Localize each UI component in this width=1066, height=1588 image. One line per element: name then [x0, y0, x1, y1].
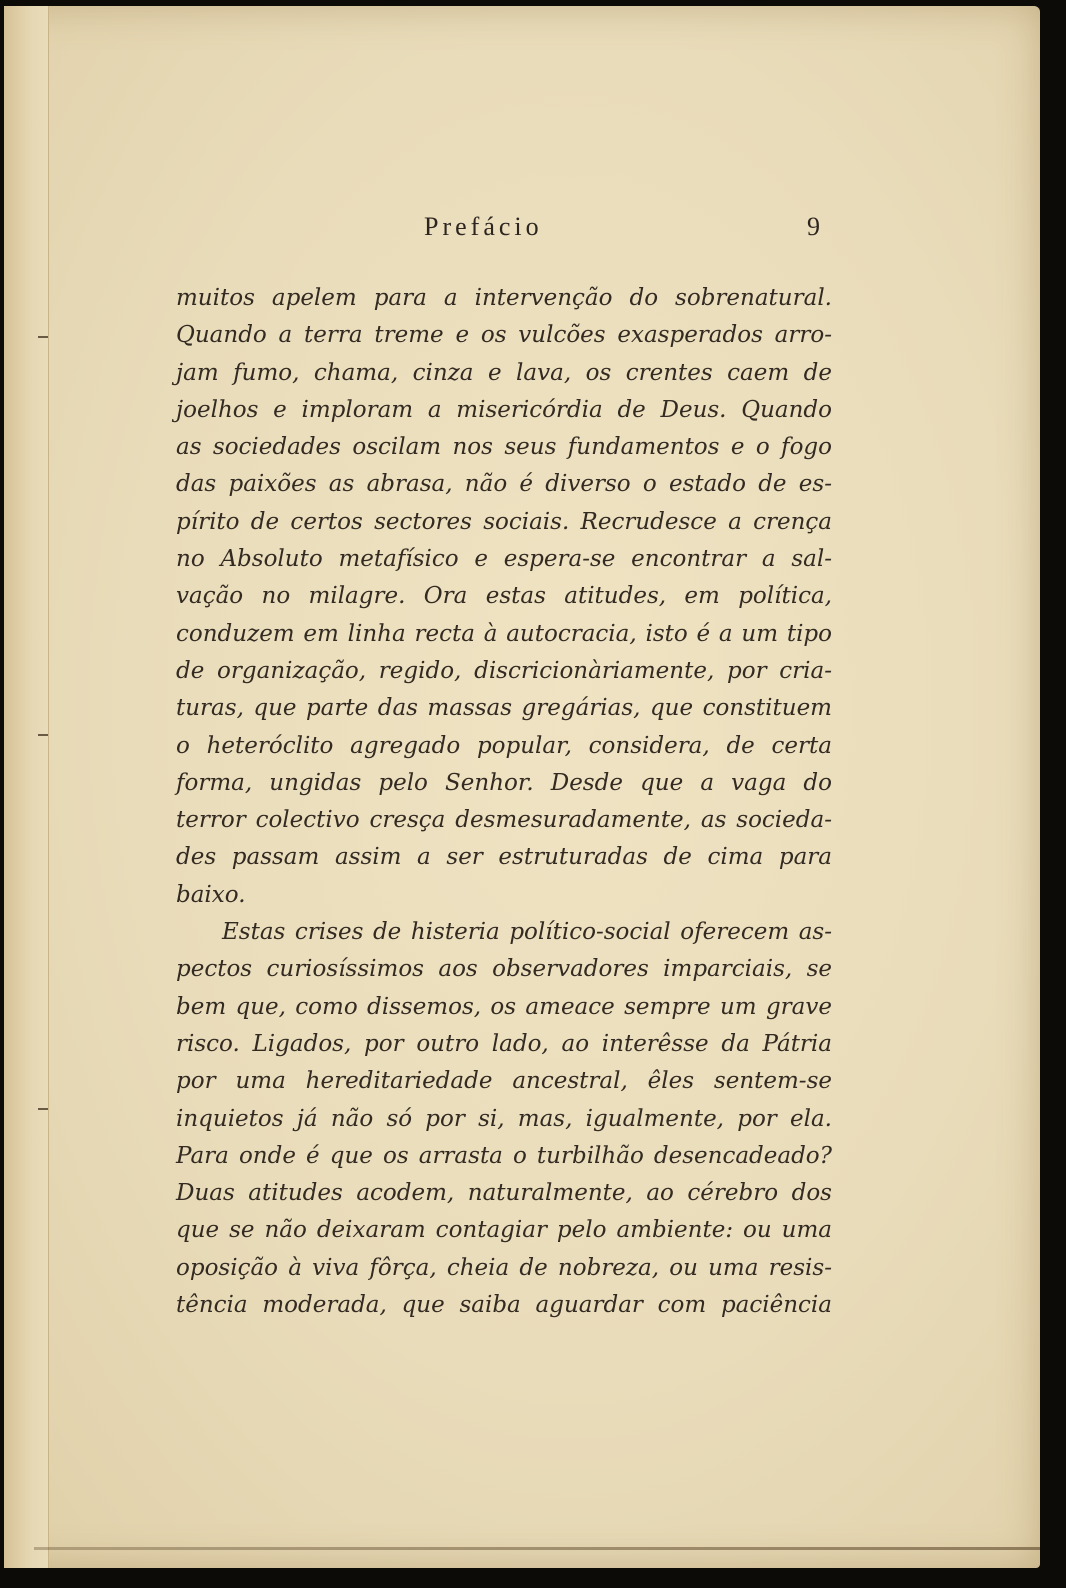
text-line: por uma hereditariedade ancestral, êles sentem-se — [176, 1068, 832, 1095]
text-line: Quando a terra treme e os vulcões exasperados arro- — [176, 322, 832, 349]
text-line: Para onde é que os arrasta o turbilhão desencadeado? — [176, 1142, 832, 1169]
text-line: que se não deixaram contagiar pelo ambiente: ou uma — [176, 1217, 832, 1244]
text-line: joelhos e imploram a misericórdia de Deus. Quando — [176, 396, 832, 423]
text-line: des passam assim a ser estruturadas de cima para — [176, 844, 832, 871]
text-line: terror colectivo cresça desmesuradamente, as socieda- — [176, 807, 832, 834]
text-line: de organização, regido, discricionàriamente, por cria- — [176, 657, 832, 684]
text-line: pírito de certos sectores sociais. Recrudesce a crença — [176, 508, 832, 535]
text-line: baixo. — [176, 881, 246, 908]
text-line: Duas atitudes acodem, naturalmente, ao cérebro dos — [176, 1180, 832, 1207]
text-line: conduzem em linha recta à autocracia, isto é a um tipo — [176, 620, 832, 647]
text-line: vação no milagre. Ora estas atitudes, em política, — [176, 583, 832, 610]
text-line: das paixões as abrasa, não é diverso o estado de es- — [176, 471, 832, 498]
text-line: bem que, como dissemos, os ameace sempre um grave — [176, 993, 832, 1020]
page-gutter — [4, 6, 49, 1568]
text-line: tência moderada, que saiba aguardar com paciência — [176, 1292, 832, 1319]
gutter-mark — [38, 734, 48, 736]
text-line: oposição à viva fôrça, cheia de nobreza, ou uma resis- — [176, 1254, 832, 1281]
text-line: inquietos já não só por si, mas, igualmente, por ela. — [176, 1105, 832, 1132]
text-line: Estas crises de histeria político-social oferecem as- — [222, 919, 832, 946]
text-line: forma, ungidas pelo Senhor. Desde que a vaga do — [176, 769, 832, 796]
body-text — [176, 280, 832, 1324]
text-line: turas, que parte das massas gregárias, que constituem — [176, 695, 832, 722]
running-title: Prefácio — [424, 212, 543, 241]
page-bottom-edge — [34, 1547, 1040, 1550]
text-line: no Absoluto metafísico e espera-se encontrar a sal- — [176, 546, 832, 573]
text-line: o heteróclito agregado popular, considera, de certa — [176, 732, 832, 759]
text-line: as sociedades oscilam nos seus fundamentos e o fogo — [176, 434, 832, 461]
text-line: pectos curiosíssimos aos observadores imparciais, se — [176, 956, 832, 983]
page-number: 9 — [807, 212, 820, 241]
book-page — [4, 6, 1040, 1568]
gutter-mark — [38, 1108, 48, 1110]
text-line: muitos apelem para a intervenção do sobrenatural. — [176, 285, 832, 311]
text-line: risco. Ligados, por outro lado, ao interêsse da Pátria — [176, 1030, 832, 1057]
gutter-mark — [38, 336, 48, 338]
text-line: jam fumo, chama, cinza e lava, os crentes caem de — [176, 359, 832, 386]
